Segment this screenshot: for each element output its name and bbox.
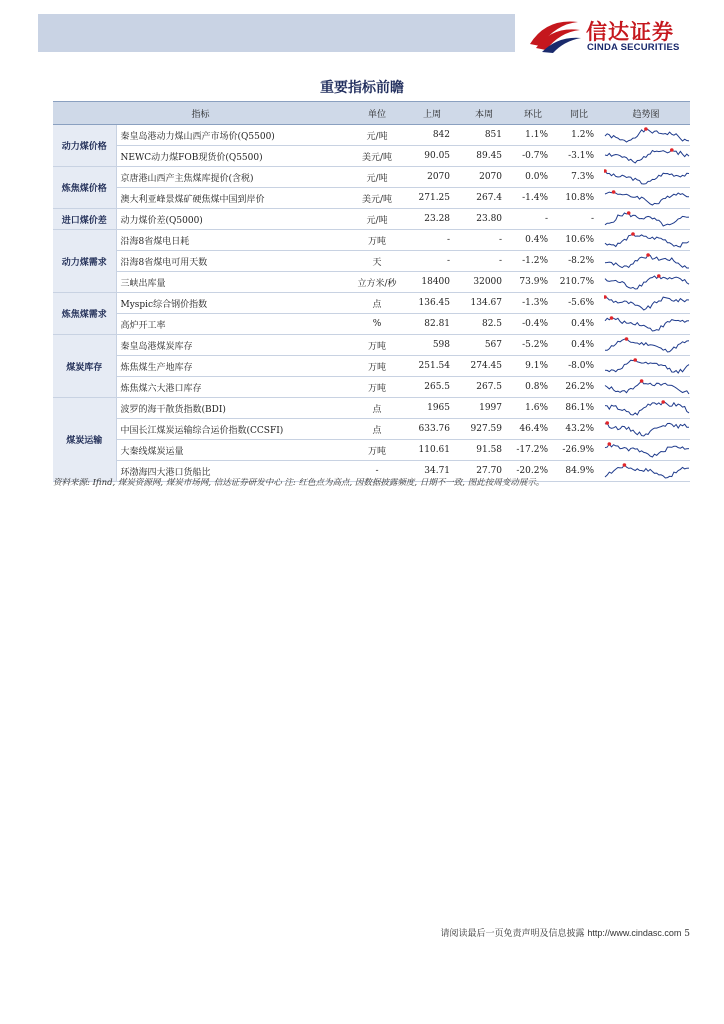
indicator-cell: 中国长江煤炭运输综合运价指数(CCSFI)	[116, 419, 348, 440]
sparkline-line	[605, 213, 689, 226]
this-week-cell: 567	[458, 335, 510, 356]
indicator-cell: 环渤海四大港口货船比	[116, 461, 348, 482]
table-row	[53, 209, 690, 230]
unit-cell: 立方米/秒	[348, 272, 406, 293]
cinda-emblem-icon	[526, 14, 582, 54]
sparkline-line	[605, 360, 689, 373]
this-week-cell: 32000	[458, 272, 510, 293]
wow-cell: 1.1%	[510, 125, 556, 146]
sparkline-line	[605, 234, 689, 247]
yoy-cell: -3.1%	[556, 146, 602, 167]
unit-cell: 万吨	[348, 440, 406, 461]
last-week-cell: -	[406, 230, 458, 251]
trend-sparkline-cell	[602, 230, 690, 251]
table-row	[53, 272, 690, 293]
footer-url-link[interactable]: http://www.cindasc.com	[587, 928, 682, 938]
this-week-cell: 82.5	[458, 314, 510, 335]
indicator-cell: NEWC动力煤FOB现货价(Q5500)	[116, 146, 348, 167]
yoy-cell: 210.7%	[556, 272, 602, 293]
unit-cell: -	[348, 461, 406, 482]
this-week-cell: -	[458, 251, 510, 272]
sparkline-line	[605, 276, 689, 289]
sparkline-line	[605, 255, 689, 268]
yoy-cell: 10.6%	[556, 230, 602, 251]
trend-sparkline-cell	[602, 167, 690, 188]
col-header-wow: 环比	[510, 102, 556, 125]
sparkline-peak-dot	[640, 379, 644, 383]
wow-cell: -1.4%	[510, 188, 556, 209]
sparkline-line	[605, 339, 689, 352]
yoy-cell: -5.6%	[556, 293, 602, 314]
unit-cell: 万吨	[348, 356, 406, 377]
trend-sparkline	[604, 420, 690, 438]
cinda-logo	[526, 10, 696, 58]
last-week-cell: 136.45	[406, 293, 458, 314]
table-row	[53, 356, 690, 377]
sparkline-peak-dot	[631, 232, 635, 236]
indicator-cell: 沿海8省煤电可用天数	[116, 251, 348, 272]
trend-sparkline-cell	[602, 398, 690, 419]
sparkline-line	[605, 192, 689, 205]
col-header-trend: 趋势图	[602, 102, 690, 125]
this-week-cell: 23.80	[458, 209, 510, 230]
trend-sparkline	[604, 336, 690, 354]
unit-cell: 元/吨	[348, 209, 406, 230]
trend-sparkline-cell	[602, 314, 690, 335]
wow-cell: -20.2%	[510, 461, 556, 482]
this-week-cell: 927.59	[458, 419, 510, 440]
sparkline-line	[605, 171, 689, 184]
sparkline-line	[605, 129, 689, 142]
this-week-cell: 89.45	[458, 146, 510, 167]
col-header-indicator: 指标	[53, 102, 348, 125]
yoy-cell: 86.1%	[556, 398, 602, 419]
footer-disclaimer: 请阅读最后一页免责声明及信息披露	[440, 929, 585, 939]
sparkline-line	[605, 423, 689, 436]
trend-sparkline	[604, 210, 690, 228]
last-week-cell: 271.25	[406, 188, 458, 209]
trend-sparkline	[604, 252, 690, 270]
trend-sparkline	[604, 462, 690, 480]
indicator-cell: 大秦线煤炭运量	[116, 440, 348, 461]
trend-sparkline	[604, 189, 690, 207]
page-title: 重要指标前瞻	[320, 80, 404, 96]
unit-cell: 元/吨	[348, 125, 406, 146]
last-week-cell: -	[406, 251, 458, 272]
indicator-cell: 动力煤价差(Q5000)	[116, 209, 348, 230]
sparkline-line	[605, 402, 689, 415]
this-week-cell: 134.67	[458, 293, 510, 314]
yoy-cell: 1.2%	[556, 125, 602, 146]
table-row	[53, 125, 690, 146]
wow-cell: -17.2%	[510, 440, 556, 461]
wow-cell: 1.6%	[510, 398, 556, 419]
trend-sparkline-cell	[602, 419, 690, 440]
sparkline-line	[605, 381, 689, 394]
trend-sparkline	[604, 441, 690, 459]
table-row	[53, 314, 690, 335]
indicator-cell: 炼焦煤六大港口库存	[116, 377, 348, 398]
page-footer	[440, 926, 690, 939]
unit-cell: 元/吨	[348, 167, 406, 188]
trend-sparkline-cell	[602, 461, 690, 482]
last-week-cell: 23.28	[406, 209, 458, 230]
table-header-row	[53, 102, 690, 125]
unit-cell: %	[348, 314, 406, 335]
wow-cell: -1.3%	[510, 293, 556, 314]
table-row	[53, 335, 690, 356]
table-row	[53, 167, 690, 188]
wow-cell: -	[510, 209, 556, 230]
this-week-cell: 2070	[458, 167, 510, 188]
indicator-cell: 秦皇岛港煤炭库存	[116, 335, 348, 356]
trend-sparkline	[604, 231, 690, 249]
table-row	[53, 146, 690, 167]
trend-sparkline-cell	[602, 293, 690, 314]
sparkline-peak-dot	[670, 148, 674, 152]
sparkline-peak-dot	[612, 190, 616, 194]
wow-cell: -0.7%	[510, 146, 556, 167]
yoy-cell: 43.2%	[556, 419, 602, 440]
unit-cell: 万吨	[348, 335, 406, 356]
this-week-cell: 267.4	[458, 188, 510, 209]
wow-cell: 9.1%	[510, 356, 556, 377]
this-week-cell: 91.58	[458, 440, 510, 461]
yoy-cell: -	[556, 209, 602, 230]
col-header-yoy: 同比	[556, 102, 602, 125]
trend-sparkline-cell	[602, 335, 690, 356]
sparkline-peak-dot	[625, 337, 629, 341]
table-row	[53, 251, 690, 272]
last-week-cell: 598	[406, 335, 458, 356]
last-week-cell: 265.5	[406, 377, 458, 398]
indicator-cell: 波罗的海干散货指数(BDI)	[116, 398, 348, 419]
sparkline-peak-dot	[633, 358, 637, 362]
trend-sparkline	[604, 378, 690, 396]
unit-cell: 点	[348, 419, 406, 440]
yoy-cell: -8.2%	[556, 251, 602, 272]
sparkline-line	[605, 465, 689, 478]
trend-sparkline	[604, 315, 690, 333]
yoy-cell: 84.9%	[556, 461, 602, 482]
trend-sparkline-cell	[602, 251, 690, 272]
indicator-cell: 高炉开工率	[116, 314, 348, 335]
sparkline-peak-dot	[610, 316, 614, 320]
unit-cell: 点	[348, 293, 406, 314]
last-week-cell: 1965	[406, 398, 458, 419]
yoy-cell: 26.2%	[556, 377, 602, 398]
sparkline-line	[605, 444, 689, 457]
indicator-cell: 炼焦煤生产地库存	[116, 356, 348, 377]
col-header-last-week: 上周	[406, 102, 458, 125]
trend-sparkline	[604, 294, 690, 312]
table-row	[53, 398, 690, 419]
sparkline-peak-dot	[623, 463, 627, 467]
this-week-cell: 851	[458, 125, 510, 146]
this-week-cell: -	[458, 230, 510, 251]
this-week-cell: 27.70	[458, 461, 510, 482]
category-cell: 煤炭库存	[53, 335, 116, 398]
wow-cell: -5.2%	[510, 335, 556, 356]
indicator-cell: 澳大利亚峰景煤矿硬焦煤中国到岸价	[116, 188, 348, 209]
indicator-cell: 三峡出库量	[116, 272, 348, 293]
sparkline-peak-dot	[657, 274, 661, 278]
yoy-cell: 0.4%	[556, 314, 602, 335]
trend-sparkline	[604, 273, 690, 291]
trend-sparkline-cell	[602, 440, 690, 461]
unit-cell: 万吨	[348, 230, 406, 251]
wow-cell: -0.4%	[510, 314, 556, 335]
table-row	[53, 419, 690, 440]
yoy-cell: -8.0%	[556, 356, 602, 377]
trend-sparkline-cell	[602, 125, 690, 146]
wow-cell: -1.2%	[510, 251, 556, 272]
unit-cell: 美元/吨	[348, 188, 406, 209]
unit-cell: 天	[348, 251, 406, 272]
category-cell: 煤炭运输	[53, 398, 116, 482]
trend-sparkline-cell	[602, 377, 690, 398]
yoy-cell: 10.8%	[556, 188, 602, 209]
sparkline-peak-dot	[646, 253, 650, 257]
table-row	[53, 293, 690, 314]
table-row	[53, 230, 690, 251]
trend-sparkline-cell	[602, 356, 690, 377]
last-week-cell: 82.81	[406, 314, 458, 335]
trend-sparkline	[604, 168, 690, 186]
category-cell: 进口煤价差	[53, 209, 116, 230]
last-week-cell: 2070	[406, 167, 458, 188]
trend-sparkline-cell	[602, 209, 690, 230]
wow-cell: 73.9%	[510, 272, 556, 293]
wow-cell: 0.8%	[510, 377, 556, 398]
table-row	[53, 188, 690, 209]
sparkline-line	[605, 150, 689, 163]
sparkline-peak-dot	[627, 211, 631, 215]
sparkline-peak-dot	[661, 400, 665, 404]
logo-chinese-name: 信达证券	[586, 20, 674, 44]
category-cell: 动力煤价格	[53, 125, 116, 167]
trend-sparkline-cell	[602, 188, 690, 209]
trend-sparkline-cell	[602, 146, 690, 167]
indicator-cell: Myspic综合钢价指数	[116, 293, 348, 314]
sparkline-line	[605, 318, 689, 331]
page-number: 5	[684, 929, 690, 939]
sparkline-line	[605, 297, 689, 310]
unit-cell: 万吨	[348, 377, 406, 398]
sparkline-peak-dot	[644, 127, 648, 131]
this-week-cell: 267.5	[458, 377, 510, 398]
trend-sparkline	[604, 126, 690, 144]
trend-sparkline	[604, 357, 690, 375]
last-week-cell: 251.54	[406, 356, 458, 377]
unit-cell: 点	[348, 398, 406, 419]
col-header-unit: 单位	[348, 102, 406, 125]
trend-sparkline	[604, 147, 690, 165]
sparkline-peak-dot	[608, 442, 612, 446]
header-bar	[38, 14, 515, 52]
trend-sparkline	[604, 399, 690, 417]
yoy-cell: 7.3%	[556, 167, 602, 188]
sparkline-peak-dot	[604, 295, 607, 299]
last-week-cell: 633.76	[406, 419, 458, 440]
yoy-cell: -26.9%	[556, 440, 602, 461]
sparkline-peak-dot	[605, 421, 609, 425]
this-week-cell: 1997	[458, 398, 510, 419]
indicator-cell: 京唐港山西产主焦煤库提价(含税)	[116, 167, 348, 188]
trend-sparkline-cell	[602, 272, 690, 293]
table-row	[53, 440, 690, 461]
last-week-cell: 90.05	[406, 146, 458, 167]
wow-cell: 0.4%	[510, 230, 556, 251]
indicator-cell: 秦皇岛港动力煤山西产市场价(Q5500)	[116, 125, 348, 146]
last-week-cell: 18400	[406, 272, 458, 293]
yoy-cell: 0.4%	[556, 335, 602, 356]
indicator-table	[53, 101, 690, 482]
last-week-cell: 34.71	[406, 461, 458, 482]
category-cell: 炼焦煤需求	[53, 293, 116, 335]
table-row	[53, 377, 690, 398]
col-header-this-week: 本周	[458, 102, 510, 125]
category-cell: 炼焦煤价格	[53, 167, 116, 209]
last-week-cell: 110.61	[406, 440, 458, 461]
unit-cell: 美元/吨	[348, 146, 406, 167]
last-week-cell: 842	[406, 125, 458, 146]
this-week-cell: 274.45	[458, 356, 510, 377]
category-cell: 动力煤需求	[53, 230, 116, 293]
logo-english-name: CINDA SECURITIES	[587, 42, 680, 53]
wow-cell: 0.0%	[510, 167, 556, 188]
wow-cell: 46.4%	[510, 419, 556, 440]
source-note: 资料来源: Ifind, 煤炭资源网, 煤炭市场网, 信达证券研发中心 注: 红色点为高点, 因数据披露频度, 日期不一致, 图此按周变动展示。	[53, 478, 545, 488]
indicator-cell: 沿海8省煤电日耗	[116, 230, 348, 251]
